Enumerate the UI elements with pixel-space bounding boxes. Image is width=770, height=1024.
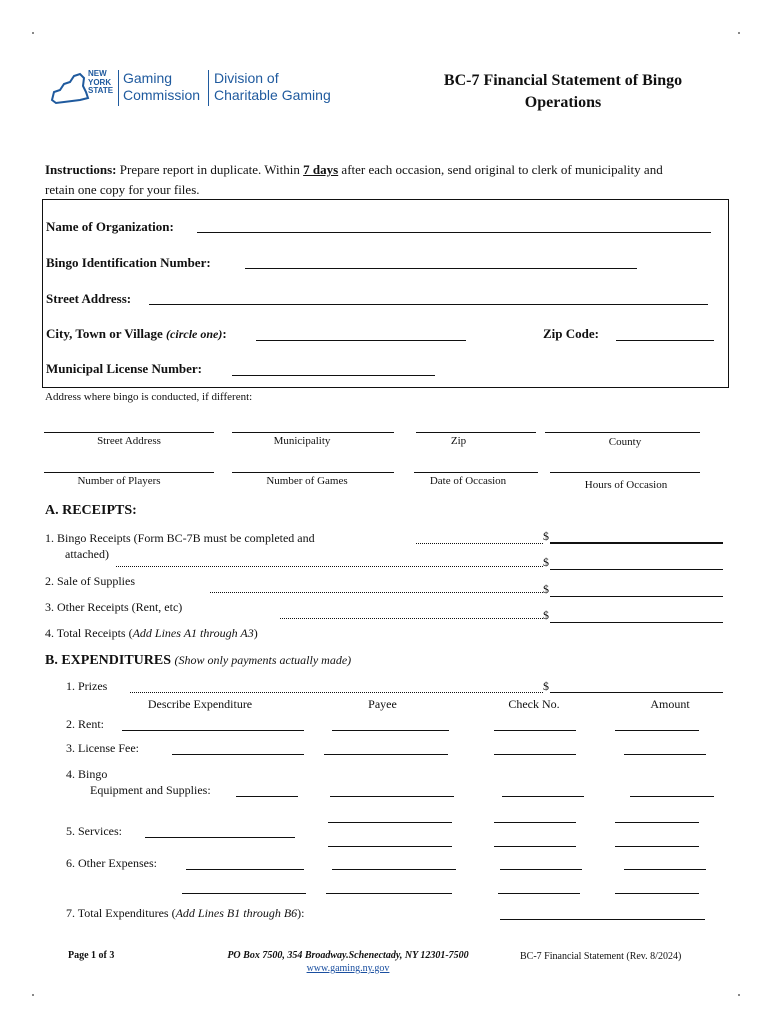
receipts-item-2: 2. Sale of Supplies	[45, 574, 135, 588]
corner-mark	[738, 994, 740, 996]
extra-check-field[interactable]	[498, 893, 580, 894]
leader-dots	[116, 566, 543, 567]
extra-amount-field[interactable]	[615, 822, 699, 823]
street-address-label: Street Address:	[46, 291, 132, 306]
corner-mark	[32, 994, 34, 996]
other-payee-field[interactable]	[332, 869, 456, 870]
services-amount-field[interactable]	[615, 846, 699, 847]
bingo-equipment-label	[66, 766, 211, 798]
instructions-label: Instructions:	[45, 162, 117, 177]
footer-website-link[interactable]: www.gaming.ny.gov	[306, 963, 390, 974]
bingo-equipment-text: Equipment and Supplies:	[90, 783, 211, 797]
other-receipts-field[interactable]	[550, 622, 723, 623]
alt-zip-field[interactable]	[416, 432, 536, 433]
total-expenditures-text: 7. Total Expenditures (	[66, 906, 176, 920]
bingo-receipts-field[interactable]	[550, 542, 723, 544]
org-name-label: Name of Organization:	[46, 219, 174, 234]
city-field[interactable]	[256, 340, 466, 341]
total-expenditures-note: Add Lines B1 through B6	[175, 906, 298, 920]
total-expenditures-text: ):	[297, 906, 305, 920]
other-check-field[interactable]	[500, 869, 582, 870]
col-check-header: Check No.	[508, 697, 560, 711]
rent-amount-field[interactable]	[615, 730, 699, 731]
logo-divider	[208, 70, 209, 106]
receipts-item-1-text: 1. Bingo Receipts (Form BC-7B must be completed and	[45, 531, 315, 545]
receipts-item-4-text: 4. Total Receipts (	[45, 626, 133, 640]
form-title-line2: Operations	[524, 94, 602, 111]
logo-agency-line: Commission	[123, 87, 201, 103]
alt-street-caption: Street Address	[97, 435, 161, 447]
org-name-field[interactable]	[197, 232, 711, 233]
leader-dots	[416, 543, 543, 544]
extra-payee-field[interactable]	[326, 893, 452, 894]
bingo-describe-field[interactable]	[236, 796, 298, 797]
hours-caption: Hours of Occasion	[584, 479, 668, 491]
instructions	[45, 160, 735, 200]
sale-of-supplies-field[interactable]	[550, 596, 723, 597]
instructions-deadline: 7 days	[303, 162, 339, 177]
players-caption: Number of Players	[77, 475, 161, 487]
other-amount-field[interactable]	[624, 869, 706, 870]
city-label-colon: :	[222, 326, 227, 341]
logo-division-line: Division of	[214, 70, 279, 86]
services-check-field[interactable]	[494, 846, 576, 847]
license-fee-label: 3. License Fee:	[66, 741, 139, 755]
rent-describe-field[interactable]	[122, 730, 304, 731]
receipts-item-4-note: Add Lines A1 through A3	[132, 626, 254, 640]
form-title-line1: BC-7 Financial Statement of Bingo	[443, 72, 683, 89]
city-label-note: (circle one)	[166, 327, 223, 341]
form-title	[410, 70, 716, 114]
alt-municipality-field[interactable]	[232, 432, 394, 433]
receipts-heading: A. RECEIPTS:	[45, 503, 137, 518]
other-expenses-label: 6. Other Expenses:	[66, 856, 157, 870]
page-number: Page 1 of 3	[68, 950, 115, 961]
bingo-id-field[interactable]	[245, 268, 637, 269]
bingo-amount-field[interactable]	[630, 796, 714, 797]
municipal-license-field[interactable]	[232, 375, 435, 376]
dollar-sign: $	[543, 582, 549, 596]
date-field[interactable]	[414, 472, 538, 473]
receipts-item-3: 3. Other Receipts (Rent, etc)	[45, 600, 183, 614]
bingo-check-field[interactable]	[502, 796, 584, 797]
expenditures-heading	[45, 653, 351, 669]
leader-dots	[280, 618, 543, 619]
bingo-payee-field[interactable]	[330, 796, 454, 797]
extra-check-field[interactable]	[494, 822, 576, 823]
alt-zip-caption: Zip	[450, 435, 467, 447]
city-label-text: City, Town or Village	[46, 326, 163, 341]
dollar-sign: $	[543, 555, 549, 569]
dollar-sign: $	[543, 529, 549, 543]
extra-describe-field[interactable]	[182, 893, 306, 894]
street-address-field[interactable]	[149, 304, 708, 305]
municipal-license-label: Municipal License Number:	[46, 361, 202, 376]
hours-field[interactable]	[550, 472, 700, 473]
col-amount-header: Amount	[650, 697, 690, 711]
total-expenditures-field[interactable]	[500, 919, 705, 920]
col-describe-header: Describe Expenditure	[147, 697, 253, 711]
dollar-sign: $	[543, 608, 549, 622]
alt-street-field[interactable]	[44, 432, 214, 433]
services-payee-field[interactable]	[328, 846, 452, 847]
rent-check-field[interactable]	[494, 730, 576, 731]
extra-payee-field[interactable]	[328, 822, 452, 823]
corner-mark	[32, 32, 34, 34]
extra-amount-field[interactable]	[615, 893, 699, 894]
services-label: 5. Services:	[66, 824, 122, 838]
license-amount-field[interactable]	[624, 754, 706, 755]
col-payee-header: Payee	[368, 697, 397, 711]
instructions-text: retain one copy for your files.	[45, 182, 200, 197]
receipts-item-4	[45, 626, 258, 641]
license-payee-field[interactable]	[324, 754, 448, 755]
alt-county-field[interactable]	[545, 432, 700, 433]
bingo-receipts-continuation-field[interactable]	[550, 569, 723, 570]
expenditures-heading-note: (Show only payments actually made)	[174, 653, 352, 667]
date-caption: Date of Occasion	[429, 475, 507, 487]
logo-state-line: NEW	[88, 69, 107, 78]
alt-municipality-caption: Municipality	[273, 435, 331, 447]
dollar-sign: $	[543, 679, 549, 693]
rent-label: 2. Rent:	[66, 717, 104, 731]
logo-divider	[118, 70, 119, 106]
zip-code-field[interactable]	[616, 340, 714, 341]
alt-county-caption: County	[608, 436, 642, 448]
expenditures-heading-text: B. EXPENDITURES	[45, 653, 172, 668]
footer-address: PO Box 7500, 354 Broadway.Schenectady, NY 12301-7500	[227, 950, 469, 961]
leader-dots	[130, 692, 543, 693]
license-check-field[interactable]	[494, 754, 576, 755]
city-label	[46, 326, 227, 342]
rent-payee-field[interactable]	[332, 730, 449, 731]
logo-division-line: Charitable Gaming	[214, 87, 331, 103]
corner-mark	[738, 32, 740, 34]
logo-state-line: STATE	[88, 86, 114, 95]
logo-agency-line: Gaming	[123, 70, 173, 86]
new-york-state-map-icon	[50, 70, 90, 106]
bingo-equipment-text: 4. Bingo	[66, 767, 108, 781]
total-expenditures-label	[66, 906, 305, 921]
logo-state-line: YORK	[88, 77, 112, 87]
prizes-field[interactable]	[550, 692, 723, 693]
games-caption: Number of Games	[266, 475, 348, 487]
leader-dots	[210, 592, 543, 593]
games-field[interactable]	[232, 472, 394, 473]
agency-logo	[50, 66, 350, 116]
license-describe-field[interactable]	[172, 754, 304, 755]
receipts-item-1	[45, 530, 315, 562]
instructions-text: after each occasion, send original to clerk of municipality and	[338, 162, 663, 177]
zip-code-label: Zip Code:	[543, 326, 599, 341]
alt-address-note: Address where bingo is conducted, if different:	[45, 391, 253, 403]
services-describe-field[interactable]	[145, 837, 295, 838]
bingo-id-label: Bingo Identification Number:	[46, 255, 211, 270]
prizes-label: 1. Prizes	[66, 679, 108, 693]
form-revision: BC-7 Financial Statement (Rev. 8/2024)	[520, 951, 682, 962]
other-describe-field[interactable]	[186, 869, 304, 870]
receipts-item-4-text: )	[253, 626, 258, 640]
instructions-text: Prepare report in duplicate. Within	[116, 162, 304, 177]
receipts-item-1-text: attached)	[65, 547, 109, 561]
players-field[interactable]	[44, 472, 214, 473]
